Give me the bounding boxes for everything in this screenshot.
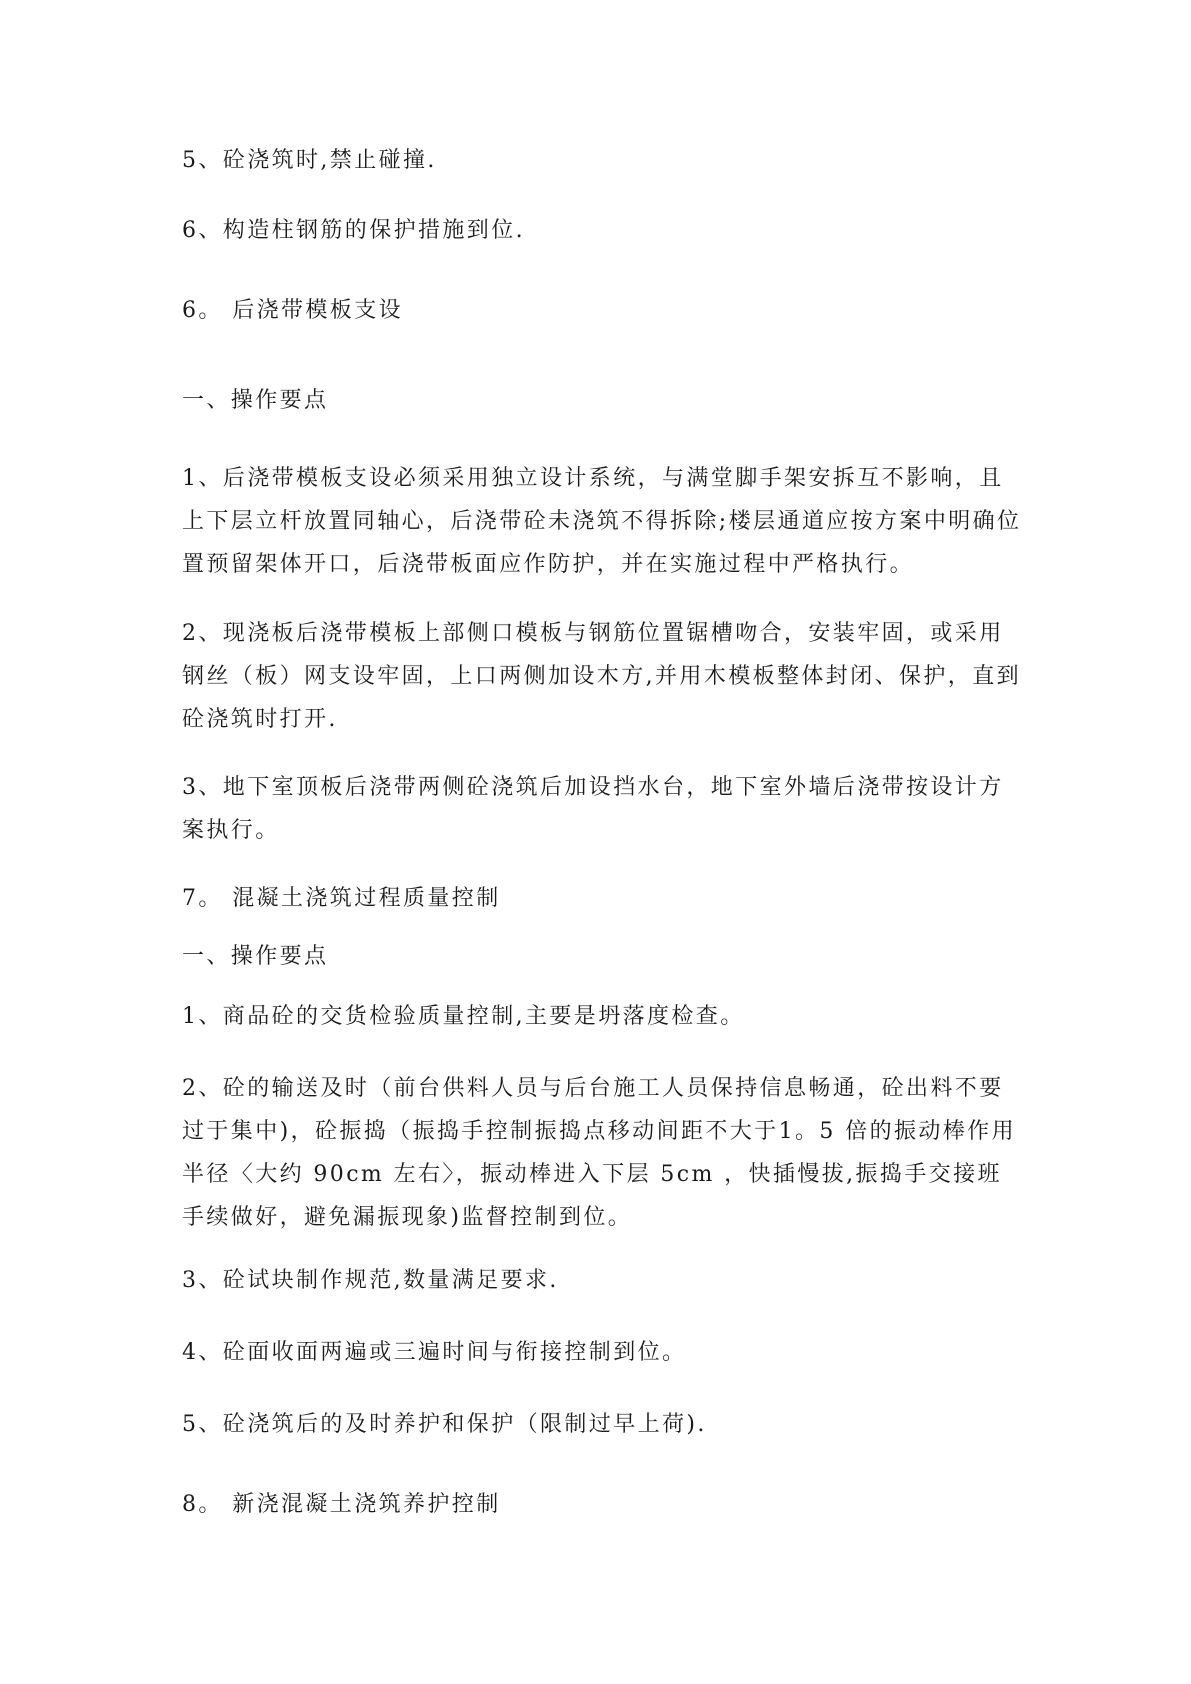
list-item: 1、商品砼的交货检验质量控制,主要是坍落度检查。 (182, 1004, 745, 1029)
list-item: 5、砼浇筑后的及时养护和保护（限制过早上荷). (182, 1412, 707, 1437)
paragraph: 1、后浇带模板支设必须采用独立设计系统，与满堂脚手架安拆互不影响，且上下层立杆放置同轴心，后浇带砼未浇筑不得拆除;楼层通道应按方案中明确位置预留架体开口，后浇带板面应作防护，并在实施过程中严格执行。 (182, 466, 1022, 577)
subsection-heading: 一、操作要点 (182, 388, 329, 413)
section-heading: 6。 后浇带模板支设 (182, 298, 403, 323)
list-item: 3、砼试块制作规范,数量满足要求. (182, 1268, 559, 1293)
paragraph: 2、砼的输送及时（前台供料人员与后台施工人员保持信息畅通，砼出料不要过于集中)，砼振捣（振捣手控制振捣点移动间距不大于1。5 倍的振动棒作用半径〈大约 90cm 左右〉，振动棒进入下层 5cm ，快插慢拔,振捣手交接班手续做好，避免漏振现象)监督控制到位。 (182, 1076, 1016, 1230)
section-heading: 7。 混凝土浇筑过程质量控制 (182, 886, 501, 911)
paragraph: 2、现浇板后浇带模板上部侧口模板与钢筋位置锯槽吻合，安装牢固，或采用钢丝（板）网支设牢固，上口两侧加设木方,并用木模板整体封闭、保护，直到砼浇筑时打开. (182, 621, 1021, 732)
list-item: 6、构造柱钢筋的保护措施到位. (182, 218, 525, 243)
section-heading: 8。 新浇混凝土浇筑养护控制 (182, 1492, 501, 1517)
list-item: 5、砼浇筑时,禁止碰撞. (182, 148, 437, 173)
paragraph: 3、地下室顶板后浇带两侧砼浇筑后加设挡水台，地下室外墙后浇带按设计方案执行。 (182, 775, 1004, 843)
subsection-heading: 一、操作要点 (182, 944, 329, 969)
list-item: 4、砼面收面两遍或三遍时间与衔接控制到位。 (182, 1340, 687, 1365)
